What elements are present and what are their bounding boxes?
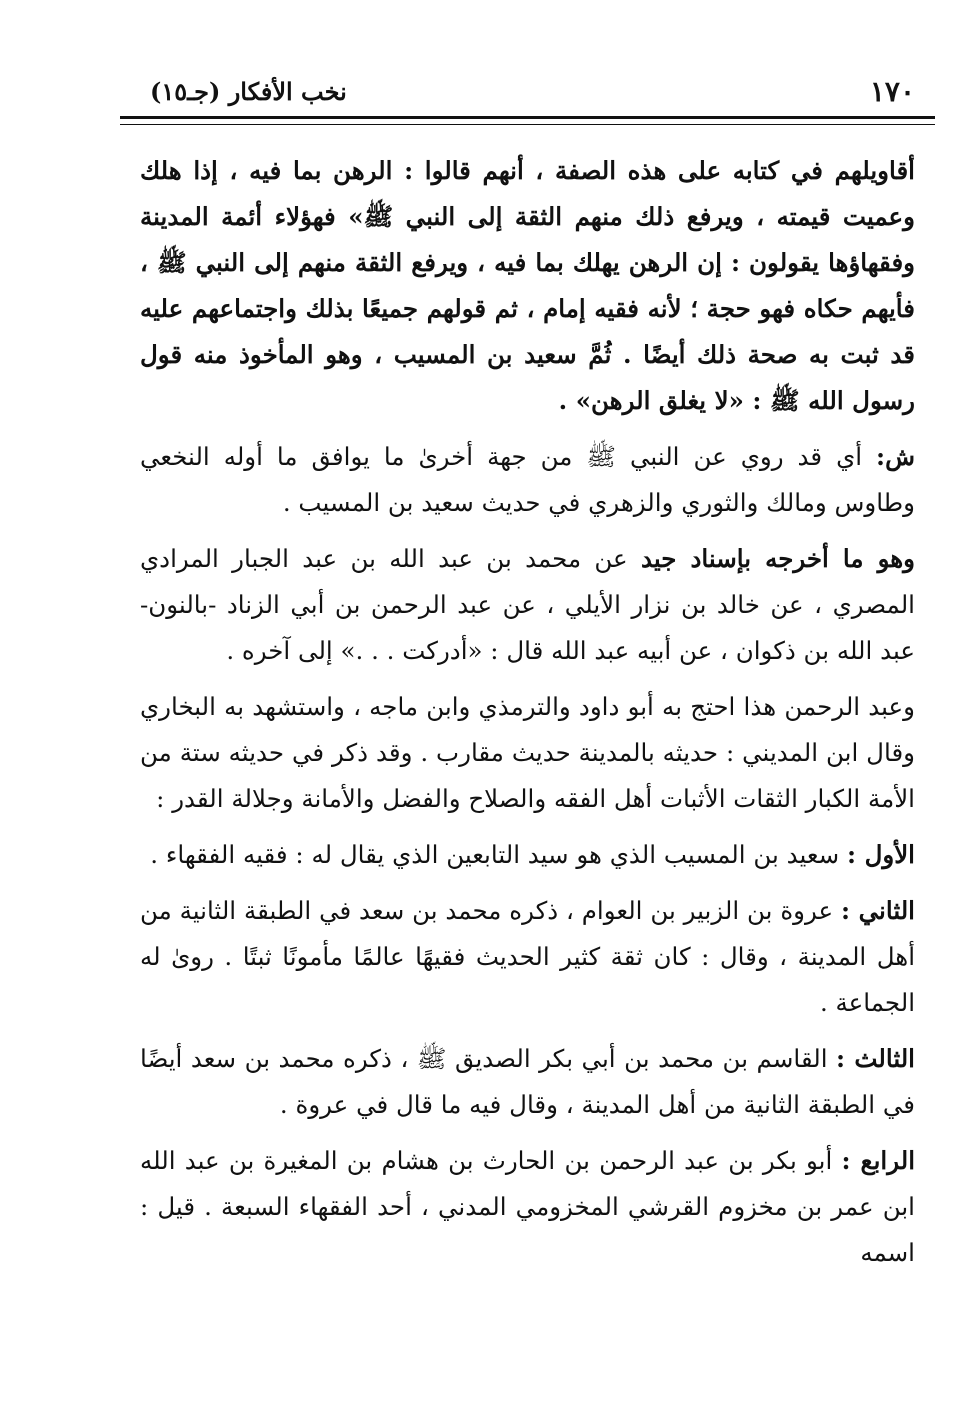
paragraph-lead: وهو ما أخرجه بإسناد جيد [641,544,915,573]
header-rule-thick [120,116,935,119]
page-header [150,70,915,112]
paragraph-text: أقاويلهم في كتابه على هذه الصفة ، أنهم قالوا : الرهن بما فيه ، إذا هلك وعميت قيمته ، ويرفع ذلك منهم الثقة إلى النبي ﷺ» فهؤلاء أئمة المدينة وفقهاؤها يقولون : إن الرهن يهلك بما فيه ، ويرفع الثقة منهم إلى النبي ﷺ ، فأيهم حكاه فهو حجة ؛ لأنه فقيه إمام ، ثم قولهم جميعًا بذلك واجتماعهم عليه قد ثبت به صحة ذلك أيضًا . ثُمَّ سعيد بن المسيب ، وهو المأخوذ منه قول رسول الله ﷺ : «لا يغلق الرهن» . [140,156,915,415]
paragraph-lead: الثاني : [840,896,915,925]
paragraph-first [140,832,915,878]
paragraph-text: عروة بن الزبير بن العوام ، ذكره محمد بن سعد في الطبقة الثانية من أهل المدينة ، وقال : كان ثقة كثير الحديث فقيهًا عالمًا مأمونًا ثبتًا . روىٰ له الجماعة . [140,896,915,1017]
paragraph-isnad [140,536,915,674]
paragraph-fourth [140,1138,915,1276]
paragraph-third [140,1036,915,1128]
paragraph-lead: الأول : [847,840,915,869]
paragraph-text: القاسم بن محمد بن أبي بكر الصديق ﷺ ، ذكره محمد بن سعد أيضًا في الطبقة الثانية من أهل المدينة ، وقال فيه ما قال في عروة . [140,1044,915,1119]
paragraph-text: عن محمد بن عبد الله بن عبد الجبار المرادي المصري ، عن خالد بن نزار الأيلي ، عن عبد الرحمن بن أبي الزناد -بالنون- عبد الله بن ذكوان ، عن أبيه عبد الله قال : «أدركت . . .» إلى آخره . [140,544,915,665]
paragraph-matn [140,148,915,424]
paragraph-text: وعبد الرحمن هذا احتج به أبو داود والترمذي وابن ماجه ، واستشهد به البخاري وقال ابن المديني : حديثه بالمدينة حديث مقارب . وقد ذكر في حديثه ستة من الأمة الكبار الثقات الأثبات أهل الفقه والصلاح والفضل والأمانة وجلالة القدر : [140,692,915,813]
paragraph-narrator [140,684,915,822]
paragraph-text: أبو بكر بن عبد الرحمن بن الحارث بن هشام بن المغيرة بن عبد الله ابن عمر بن مخزوم القرشي المخزومي المدني ، أحد الفقهاء السبعة . قيل : اسمه [140,1146,915,1267]
book-title: نخب الأفكار (جـ١٥) [150,76,347,106]
paragraph-sharh [140,434,915,526]
paragraph-lead: ش: [876,442,915,471]
page-number: ١٧٠ [869,74,915,108]
paragraph-lead: الثالث : [836,1044,915,1073]
paragraph-lead: الرابع : [841,1146,915,1175]
header-rule-thin [120,124,935,125]
paragraph-text: سعيد بن المسيب الذي هو سيد التابعين الذي يقال له : فقيه الفقهاء . [150,840,847,869]
paragraph-text: أي قد روي عن النبي ﷺ من جهة أخرىٰ ما يوافق ما أوله النخعي وطاوس ومالك والثوري والزهري في حديث سعيد بن المسيب . [140,442,915,517]
page-body [140,148,915,1286]
paragraph-second [140,888,915,1026]
